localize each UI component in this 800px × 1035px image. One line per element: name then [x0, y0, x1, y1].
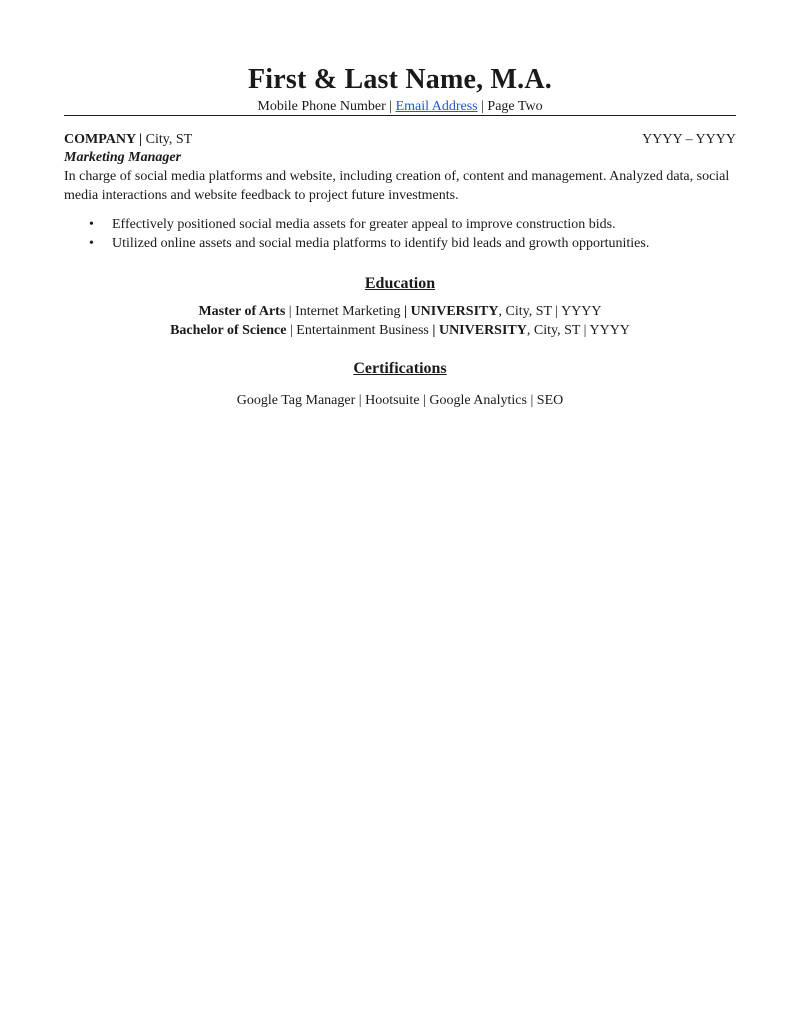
separator: |: [400, 304, 411, 319]
separator: |: [355, 393, 366, 408]
separator: |: [428, 323, 439, 338]
contact-line: [64, 98, 736, 116]
company-name: COMPANY: [64, 132, 136, 147]
phone-number: Mobile Phone Number: [257, 99, 386, 114]
separator: |: [285, 304, 296, 319]
certifications-heading: Certifications: [353, 360, 447, 377]
school-name: UNIVERSITY: [438, 323, 527, 338]
graduation-year: YYYY: [561, 304, 602, 319]
separator: |: [526, 393, 537, 408]
graduation-year: YYYY: [589, 323, 630, 338]
job-header-row: [64, 131, 736, 149]
job-description: In charge of social media platforms and website, including creation of, content and management. Analyzed data, social media interactions and website feedback to project future investments.: [64, 169, 730, 203]
field-of-study: Entertainment Business: [296, 323, 429, 338]
separator: |: [580, 323, 590, 338]
separator: |: [551, 304, 562, 319]
school-location: , City, ST: [526, 323, 581, 338]
education-entry: [64, 321, 736, 340]
job-title: Marketing Manager: [64, 150, 182, 165]
separator: |: [419, 393, 430, 408]
achievement-list: [64, 215, 736, 253]
education-list: [64, 302, 736, 340]
degree: Master of Arts: [198, 304, 286, 319]
bullet-icon: •: [89, 236, 94, 251]
experience-entry: [64, 131, 736, 253]
page-label: Page Two: [487, 99, 543, 114]
achievement-text: Utilized online assets and social media platforms to identify bid leads and growth opportunities.: [112, 236, 650, 251]
field-of-study: Internet Marketing: [295, 304, 401, 319]
certification-item: Google Tag Manager: [236, 393, 356, 408]
company-line: [64, 131, 192, 149]
candidate-name: First & Last Name, M.A.: [248, 64, 552, 95]
certifications-list: [64, 391, 736, 410]
achievement-text: Effectively positioned social media assets for greater appeal to improve construction bids.: [112, 217, 616, 232]
separator: |: [135, 132, 146, 147]
certification-item: Google Analytics: [429, 393, 527, 408]
list-item: [64, 215, 736, 234]
school-name: UNIVERSITY: [410, 304, 499, 319]
education-entry: [64, 302, 736, 321]
certification-item: Hootsuite: [365, 393, 420, 408]
list-item: [64, 234, 736, 253]
email-link[interactable]: Email Address: [395, 99, 478, 114]
school-location: , City, ST: [498, 304, 552, 319]
bullet-icon: •: [89, 217, 94, 232]
education-heading: Education: [364, 275, 436, 292]
degree: Bachelor of Science: [170, 323, 287, 338]
certification-item: SEO: [536, 393, 564, 408]
job-dates: YYYY – YYYY: [642, 132, 736, 147]
header-divider: [64, 115, 736, 116]
resume-header: [64, 62, 736, 116]
separator: |: [477, 99, 488, 114]
company-location: City, ST: [145, 132, 193, 147]
separator: |: [385, 99, 396, 114]
separator: |: [286, 323, 297, 338]
